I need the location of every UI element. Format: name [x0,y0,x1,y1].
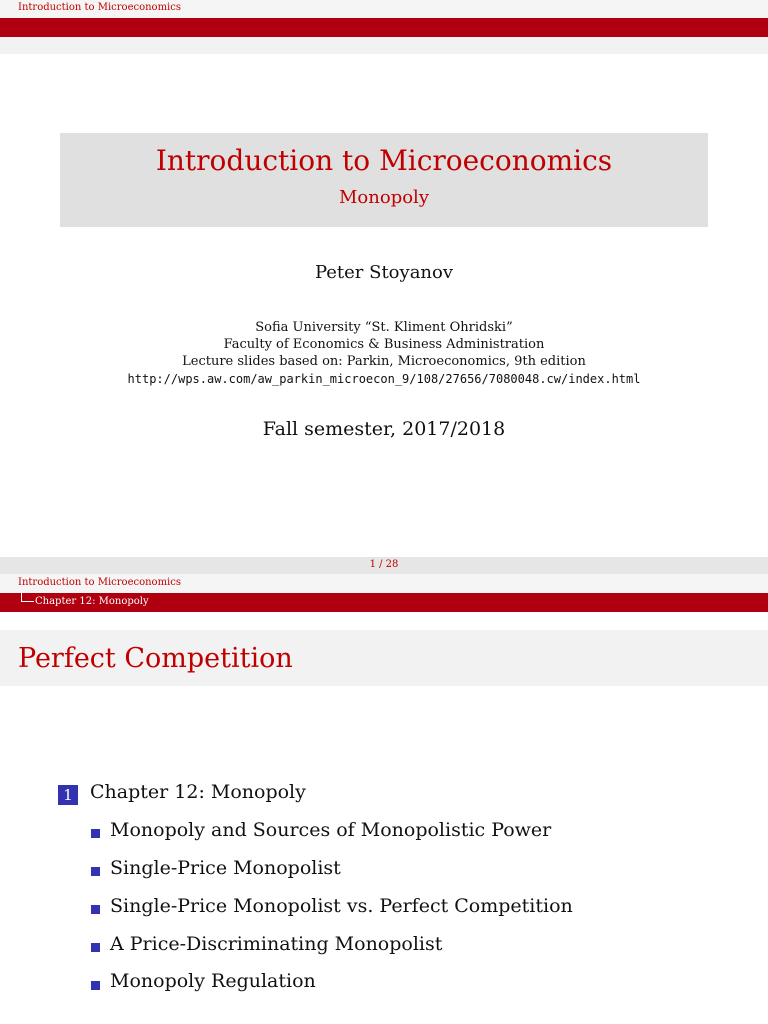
institute-line-3: Lecture slides based on: Parkin, Microeconomics, 9th edition [182,354,586,369]
slide1-footer [0,557,768,574]
slide2-header [0,574,768,593]
institute-line-2: Faculty of Economics & Business Administration [223,337,545,352]
slide2-header-title[interactable]: Introduction to Microeconomics [18,577,181,588]
slide1-header-title[interactable]: Introduction to Microeconomics [18,2,181,13]
institute-line-1: Sofia University “St. Kliment Ohridski” [255,320,513,335]
presentation-subtitle: Monopoly [339,187,429,208]
toc-item-4[interactable]: A Price-Discriminating Monopolist [110,933,443,955]
bullet-square-icon [91,981,100,990]
toc-item-5[interactable]: Monopoly Regulation [110,970,316,992]
bullet-square-icon [91,943,100,952]
toc-item-1[interactable]: Monopoly and Sources of Monopolistic Power [110,819,552,841]
slide2-header-section[interactable]: Chapter 12: Monopoly [35,596,149,607]
presentation-title: Introduction to Microeconomics [155,144,613,177]
slide2-section-bar [0,593,768,612]
toc-item-2[interactable]: Single-Price Monopolist [110,857,341,879]
source-url[interactable]: http://wps.aw.com/aw_parkin_microecon_9/108/27656/7080048.cw/index.html [127,372,641,386]
slide1-header [0,0,768,18]
page-number: 1 / 28 [369,559,399,570]
author-name: Peter Stoyanov [314,262,454,283]
bullet-square-icon [91,905,100,914]
slide1-header-strip [0,37,768,54]
bullet-square-icon [91,867,100,876]
toc-chapter[interactable]: Chapter 12: Monopoly [90,781,306,803]
tree-branch-icon [21,591,34,602]
frame-title: Perfect Competition [18,643,293,674]
presentation-date: Fall semester, 2017/2018 [262,418,506,440]
slide1-header-bar [0,18,768,37]
toc-number-badge: 1 [58,785,78,805]
bullet-square-icon [91,829,100,838]
toc-item-3[interactable]: Single-Price Monopolist vs. Perfect Competition [110,895,573,917]
